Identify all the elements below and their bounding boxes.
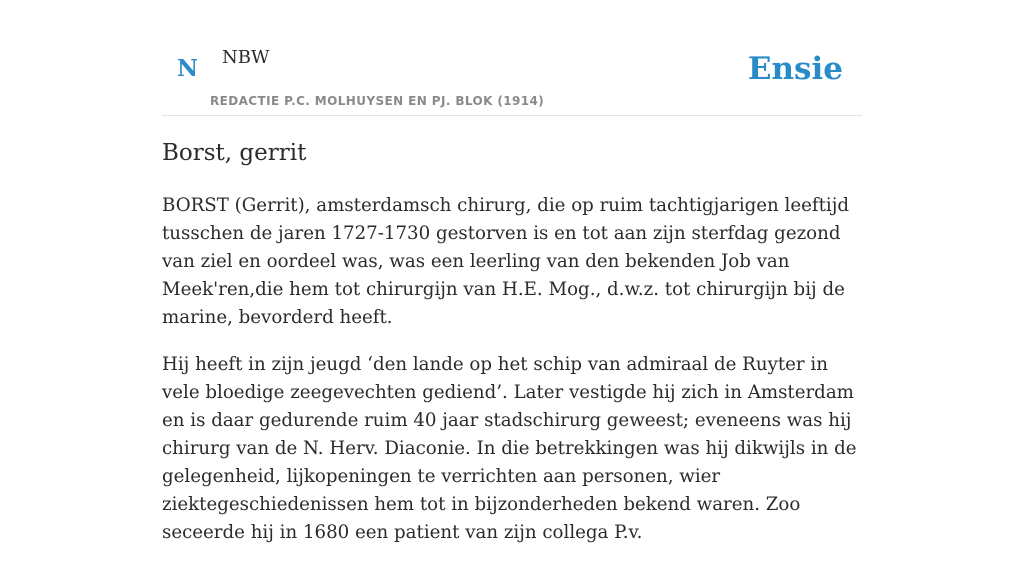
page (162, 0, 862, 543)
source-name[interactable]: NBW (222, 47, 270, 68)
article-paragraph: Hij heeft in zijn jeugd ‘den lande op het schip van admiraal de Ruyter in vele bloedige zeegevechten gediend’. Later vestigde hij zich in Amsterdam en is daar gedurende ruim 40 jaar stadschirurg geweest; eveneens was hij chirurg van de N. Herv. Diaconie. In die betrekkingen was hij dikwijls in de gelegenheid, lijkopeningen te verrichten aan personen, wier ziektegeschiedenissen hem tot in bijzonderheden bekend waren. Zoo seceerde hij in 1680 een patient van zijn collega P.v. (162, 354, 857, 543)
source-header (162, 0, 862, 116)
article-paragraph: BORST (Gerrit), amsterdamsch chirurg, die op ruim tachtigjarigen leeftijd tusschen de jaren 1727-1730 gestorven is en tot aan zijn sterfdag gezond van ziel en oordeel was, was een leerling van den bekenden Job van Meek'ren,die hem tot chirurgijn van H.E. Mog., d.w.z. tot chirurgijn bij de marine, bevorderd heeft. (162, 195, 850, 328)
ensie-logo[interactable]: Ensie (747, 51, 843, 87)
source-logo[interactable]: N (177, 55, 199, 82)
article-body (162, 192, 867, 566)
source-subtitle: REDACTIE P.C. MOLHUYSEN EN PJ. BLOK (1914) (210, 94, 545, 108)
article-title: Borst, gerrit (162, 140, 307, 166)
